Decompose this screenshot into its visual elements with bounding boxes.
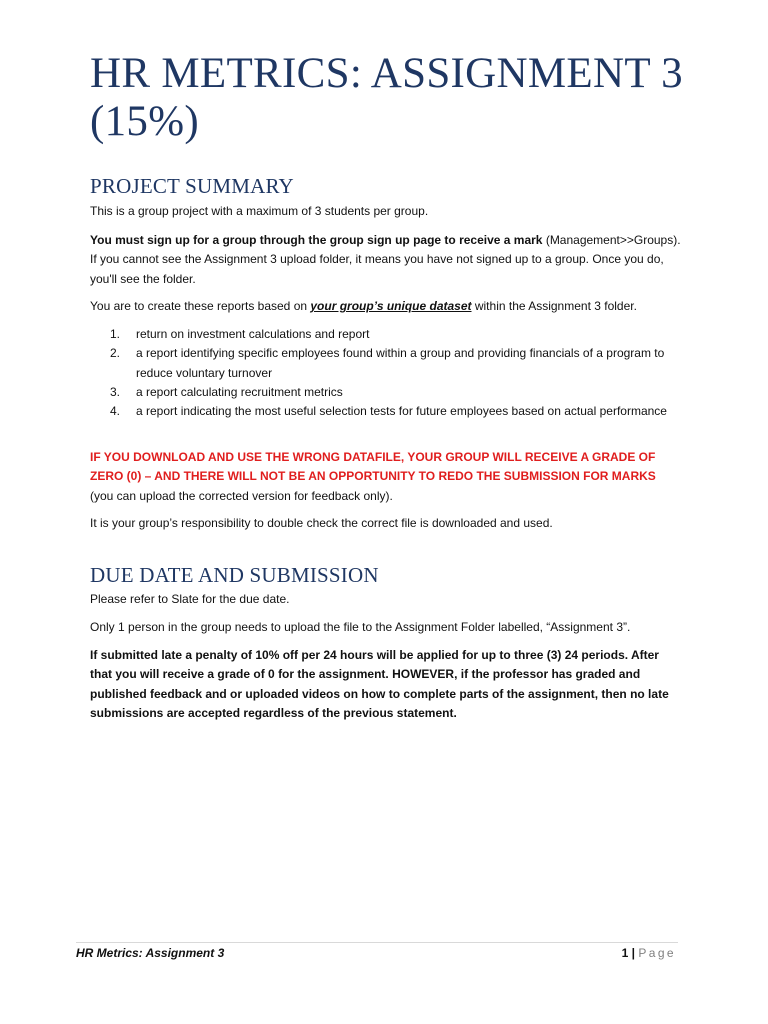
footer-page-number: 1	[621, 946, 629, 960]
unique-dataset-emphasis: your group’s unique dataset	[310, 299, 472, 313]
reports-list	[110, 325, 670, 421]
however-emphasis: HOWEVER	[392, 667, 455, 682]
list-item-text: a report calculating recruitment metrics	[136, 384, 343, 399]
warning-red-text: IF YOU DOWNLOAD AND USE THE WRONG DATAFILE, YOUR GROUP WILL RECEIVE A GRADE OF ZERO (0) – AND THERE WILL NOT BE AN OPPORTUNITY TO REDO THE SUBMISSION FOR MARKS	[90, 450, 656, 484]
late-penalty-text-a: If submitted late a penalty of 10% off per 24 hours will be applied for up to three (3) 24 periods. After that you will receive a grade of 0 for the assignment.	[90, 648, 659, 682]
summary-paragraph-responsibility: It is your group’s responsibility to double check the correct file is downloaded and used.	[90, 516, 553, 530]
signup-bold-text: You must sign up for a group through the group sign up page to receive a mark	[90, 233, 543, 247]
list-item-number: 1.	[110, 327, 121, 341]
list-item	[110, 383, 670, 402]
footer-separator: |	[628, 946, 639, 960]
wrong-datafile-warning	[90, 448, 682, 506]
summary-paragraph-signup	[90, 231, 682, 289]
list-item-text: return on investment calculations and report	[136, 327, 370, 341]
footer-document-name: HR Metrics: Assignment 3	[76, 946, 225, 960]
section-heading-due-date: DUE DATE AND SUBMISSION	[90, 563, 379, 587]
list-item-number: 3.	[110, 384, 121, 399]
due-paragraph-upload: Only 1 person in the group needs to upload the file to the Assignment Folder labelled, “Assignment 3”.	[90, 620, 631, 634]
summary-paragraph-group-size: This is a group project with a maximum of 3 students per group.	[90, 204, 429, 218]
list-item-text: a report indicating the most useful selection tests for future employees based on actual performance	[136, 404, 667, 419]
due-paragraph-late-penalty	[90, 646, 682, 723]
section-heading-project-summary: PROJECT SUMMARY	[90, 174, 294, 198]
signup-rest-text: (Management>>Groups). If you cannot see the Assignment 3 upload folder, it means you have not signed up to a group. Once you do, you'll see the folder.	[90, 233, 681, 286]
footer-page-indicator	[622, 944, 676, 962]
list-item-text: a report identifying specific employees found within a group and providing financials of a program to reduce voluntary turnover	[136, 346, 665, 380]
list-item-number: 4.	[110, 404, 121, 419]
late-penalty-text-c: , if the professor has graded and published feedback and or uploaded videos on how to complete parts of the assignment, then no late submissions are accepted regardless of the previous statement.	[90, 667, 669, 720]
list-item-number: 2.	[110, 346, 121, 361]
footer-page-label: Page	[638, 946, 676, 960]
reports-intro-text: You are to create these reports based on	[90, 299, 311, 313]
due-paragraph-slate: Please refer to Slate for the due date.	[90, 592, 290, 606]
list-item	[110, 325, 670, 344]
footer-divider	[76, 942, 678, 943]
list-item	[110, 344, 670, 383]
list-item	[110, 402, 670, 421]
reports-after-text: within the Assignment 3 folder.	[471, 299, 637, 313]
warning-rest-text: (you can upload the corrected version for feedback only).	[90, 488, 393, 503]
summary-paragraph-reports	[90, 297, 682, 316]
document-title: HR METRICS: ASSIGNMENT 3 (15%)	[90, 50, 683, 145]
